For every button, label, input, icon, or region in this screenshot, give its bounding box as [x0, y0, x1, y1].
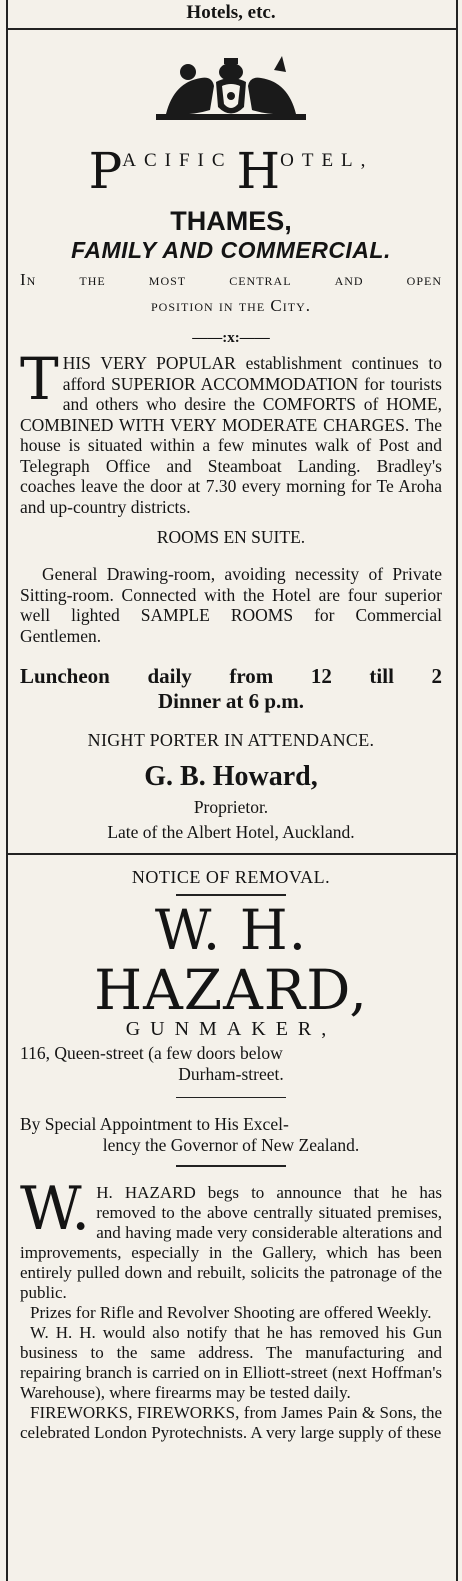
luncheon-word: 2	[431, 664, 442, 688]
luncheon-line	[20, 664, 442, 689]
special-appointment-line-1: By Special Appointment to His Excel-	[20, 1114, 289, 1134]
ornament-divider: ——:x:——	[192, 330, 270, 346]
title-initial-h: H	[236, 142, 281, 200]
hotel-type: FAMILY AND COMMERCIAL.	[71, 237, 391, 263]
short-rule	[176, 1165, 286, 1167]
right-column-rule	[456, 0, 458, 1581]
location-word: and	[334, 270, 364, 289]
short-rule	[176, 1097, 286, 1099]
hazard-name: W. H. HAZARD,	[94, 897, 368, 1022]
section-header: Hotels, etc.	[186, 2, 276, 23]
luncheon-word: till	[369, 664, 394, 688]
location-word: central	[229, 270, 292, 289]
title-initial-p: P	[88, 142, 123, 200]
ad-separator-rule	[6, 853, 456, 855]
short-rule	[176, 894, 286, 896]
left-column-rule	[6, 0, 8, 1581]
dinner-line: Dinner at 6 p.m.	[157, 689, 305, 713]
proprietor-name: G. B. Howard,	[144, 761, 318, 792]
location-word: In	[20, 270, 37, 289]
special-appointment-line-2: lency the Governor of New Zealand.	[102, 1134, 360, 1155]
prizes-paragraph: Prizes for Rifle and Revolver Shooting are offered Weekly.	[30, 1302, 432, 1322]
announce-text: H. HAZARD begs to announce that he has removed to the above centrally situated premises, and having made very considerable alterations and improvements, especially in the Gallery, which has been entirely pulled down and rebuilt, solicits the patronage of the public.	[20, 1182, 442, 1302]
header-rule	[6, 28, 456, 30]
night-porter-line: NIGHT PORTER IN ATTENDANCE.	[87, 730, 375, 750]
title-acific: ACIFIC	[122, 150, 233, 171]
drawing-room-paragraph: General Drawing-room, avoiding necessity of Private Sitting-room. Connected with the Hotel are four superior well lighted SAMPLE ROOMS for Commercial Gentlemen.	[20, 564, 442, 646]
notify-paragraph: W. H. H. would also notify that he has removed his Gun business to the same address. The manufacturing and repairing branch is carried on in Elliott-street (next Hoffman's Warehouse), where firearms may be tested daily.	[20, 1322, 442, 1402]
drop-cap: W.	[20, 1173, 91, 1244]
fireworks-paragraph: FIREWORKS, FIREWORKS, from James Pain & Sons, the celebrated London Pyrotechnists. A very large supply of these	[20, 1402, 442, 1442]
rooms-en-suite: ROOMS EN SUITE.	[156, 527, 306, 547]
title-otel: OTEL,	[280, 150, 374, 171]
location-word: most	[148, 270, 187, 289]
ad-column	[20, 0, 442, 1443]
hotel-city: THAMES,	[170, 206, 292, 236]
notice-of-removal: NOTICE OF REMOVAL.	[131, 867, 331, 887]
hotel-name	[20, 142, 442, 204]
location-word: the	[79, 270, 106, 289]
location-line-2: position in the City.	[151, 296, 311, 315]
hazard-announce-paragraph	[20, 1173, 442, 1303]
drop-cap: T	[20, 345, 59, 413]
luncheon-word: daily	[147, 664, 192, 688]
luncheon-word: from	[229, 664, 274, 688]
royal-crest-icon	[146, 52, 316, 124]
location-word: open	[406, 270, 442, 289]
luncheon-word: Luncheon	[20, 664, 110, 688]
hotel-intro-paragraph	[20, 345, 442, 517]
hazard-address-line-2: Durham-street.	[178, 1063, 284, 1084]
luncheon-word: 12	[310, 664, 332, 688]
hazard-trade: GUNMAKER,	[125, 1017, 337, 1040]
intro-text: HIS VERY POPULAR establishment continues to afford SUPERIOR ACCOMMODATION for tourists and others who desire the COMFORTS of HOME, COMBINED WITH VERY MODERATE CHARGES. The house is situated within a few minutes walk of Post and Telegraph Office and Steamboat Landing. Bradley's coaches leave the door at 7.30 every morning for Te Aroha and up-country districts.	[20, 353, 442, 517]
location-line-1	[20, 270, 442, 290]
late-of-line: Late of the Albert Hotel, Auckland.	[107, 822, 355, 842]
proprietor-title: Proprietor.	[193, 797, 269, 817]
hazard-address-line-1: 116, Queen-street (a few doors below	[20, 1042, 283, 1063]
